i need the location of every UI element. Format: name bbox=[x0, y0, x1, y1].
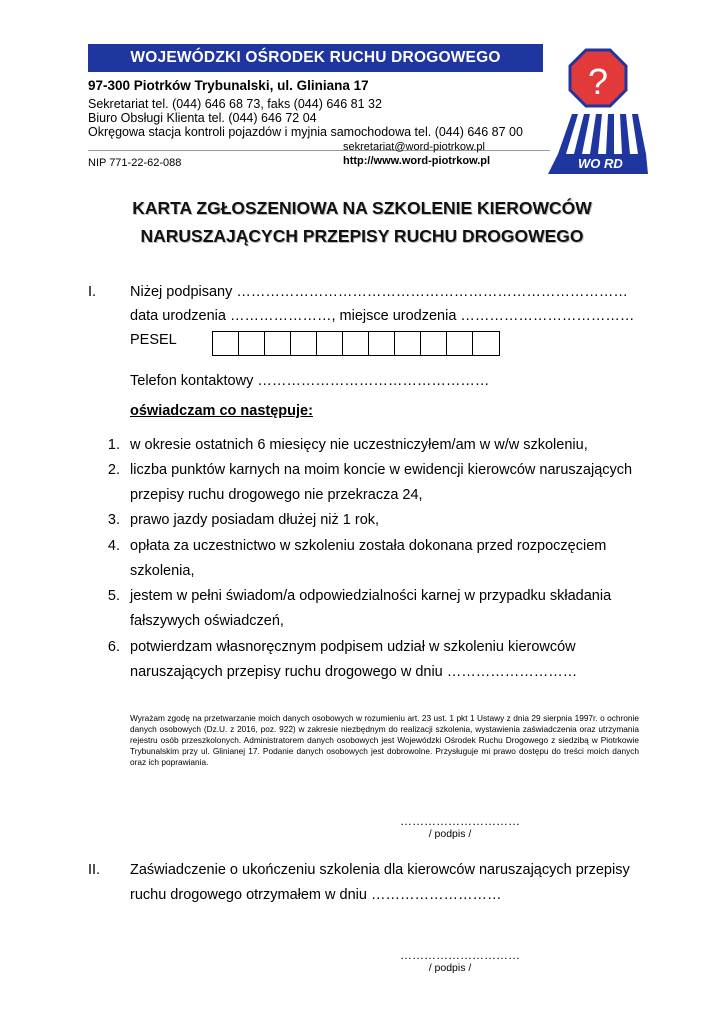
gdpr-consent-text: Wyrażam zgodę na przetwarzanie moich danych osobowych w rozumieniu art. 23 ust. 1 pkt 1 Ustawy z dnia 29 sierpnia 1997r. o ochronie danych osobowych (Dz.U. z 2016, poz. 922) w zakresie niezbędnym do realizacji szkolenia, wystawienia zaświadczenia oraz utrzymania rejestru osób przeszkolonych. Administratorem danych osobowych jest Wojewódzki Ośrodek Ruchu Drogowego z siedzibą w Piotrkowie Trybunalskim przy ul. Glinianej 17. Podanie danych osobowych jest dobrowolne. Przysługuje mi prawo dostępu do treści moich danych oraz ich poprawiania. bbox=[130, 713, 639, 767]
pesel-label: PESEL bbox=[130, 332, 177, 348]
signature-line[interactable]: ………………………… bbox=[400, 948, 520, 962]
org-address: 97-300 Piotrków Trybunalski, ul. Gliniana 17 bbox=[88, 78, 369, 93]
form-title-line1: KARTA ZGŁOSZENIOWA NA SZKOLENIE KIEROWCÓW bbox=[132, 198, 592, 218]
list-item-number: 2. bbox=[107, 462, 120, 478]
phone-inspection-station: Okręgowa stacja kontroli pojazdów i myjnia samochodowa tel. (044) 646 87 00 bbox=[88, 125, 523, 139]
list-item: liczba punktów karnych na moim koncie w ewidencji kierowców naruszających bbox=[130, 462, 633, 478]
nip-number: NIP 771-22-62-088 bbox=[88, 157, 182, 169]
declaration-heading: oświadczam co następuje: bbox=[130, 403, 313, 419]
list-item-number: 4. bbox=[107, 538, 120, 554]
svg-text:WO RD: WO RD bbox=[578, 156, 623, 171]
svg-text:?: ? bbox=[587, 61, 609, 102]
email-link[interactable]: sekretariat@word-piotrkow.pl bbox=[343, 141, 485, 153]
list-item: w okresie ostatnich 6 miesięcy nie uczestniczyłem/am w w/w szkoleniu, bbox=[130, 437, 588, 453]
participation-date-field[interactable]: naruszających przepisy ruchu drogowego w dniu ……………………… bbox=[130, 664, 578, 680]
website-link[interactable]: http://www.word-piotrkow.pl bbox=[343, 155, 491, 167]
list-item-number: 1. bbox=[107, 437, 120, 453]
signature-label: / podpis / bbox=[428, 828, 472, 840]
org-name-banner: WOJEWÓDZKI OŚRODEK RUCHU DROGOWEGO bbox=[88, 44, 543, 72]
signature-line[interactable]: ………………………… bbox=[400, 814, 520, 828]
list-item: przepisy ruchu drogowego nie przekracza 24, bbox=[130, 487, 423, 503]
section-two-numeral: II. bbox=[88, 862, 101, 878]
pesel-input-grid[interactable] bbox=[212, 331, 500, 356]
phone-client-office: Biuro Obsługi Klienta tel. (044) 646 72 04 bbox=[88, 111, 317, 125]
form-title-line2: NARUSZAJĄCYCH PRZEPISY RUCHU DROGOWEGO bbox=[140, 226, 584, 246]
list-item: fałszywych oświadczeń, bbox=[130, 613, 284, 629]
list-item: potwierdzam własnoręcznym podpisem udział w szkoleniu kierowców bbox=[130, 639, 576, 655]
list-item: szkolenia, bbox=[130, 563, 195, 579]
phone-contact-field[interactable]: Telefon kontaktowy ………………………………………… bbox=[130, 373, 490, 389]
list-item-number: 3. bbox=[107, 512, 120, 528]
undersigned-field[interactable]: Niżej podpisany ……………………………………………………………………… bbox=[130, 284, 628, 300]
certificate-date-field[interactable]: ruchu drogowego otrzymałem w dniu ……………………… bbox=[130, 887, 502, 903]
phone-secretariat: Sekretariat tel. (044) 646 68 73, faks (044) 646 81 32 bbox=[88, 97, 382, 111]
list-item-number: 5. bbox=[107, 588, 120, 604]
list-item: prawo jazdy posiadam dłużej niż 1 rok, bbox=[130, 512, 380, 528]
word-logo bbox=[548, 44, 648, 174]
list-item: jestem w pełni świadom/a odpowiedzialności karnej w przypadku składania bbox=[130, 588, 612, 604]
signature-label: / podpis / bbox=[428, 962, 472, 974]
birth-date-place-field[interactable]: data urodzenia …………………, miejsce urodzenia ……………………………… bbox=[130, 308, 635, 324]
list-item: opłata za uczestnictwo w szkoleniu została dokonana przed rozpoczęciem bbox=[130, 538, 607, 554]
section-one-numeral: I. bbox=[88, 284, 97, 300]
certificate-statement: Zaświadczenie o ukończeniu szkolenia dla kierowców naruszających przepisy bbox=[130, 862, 630, 878]
list-item-number: 6. bbox=[107, 639, 120, 655]
